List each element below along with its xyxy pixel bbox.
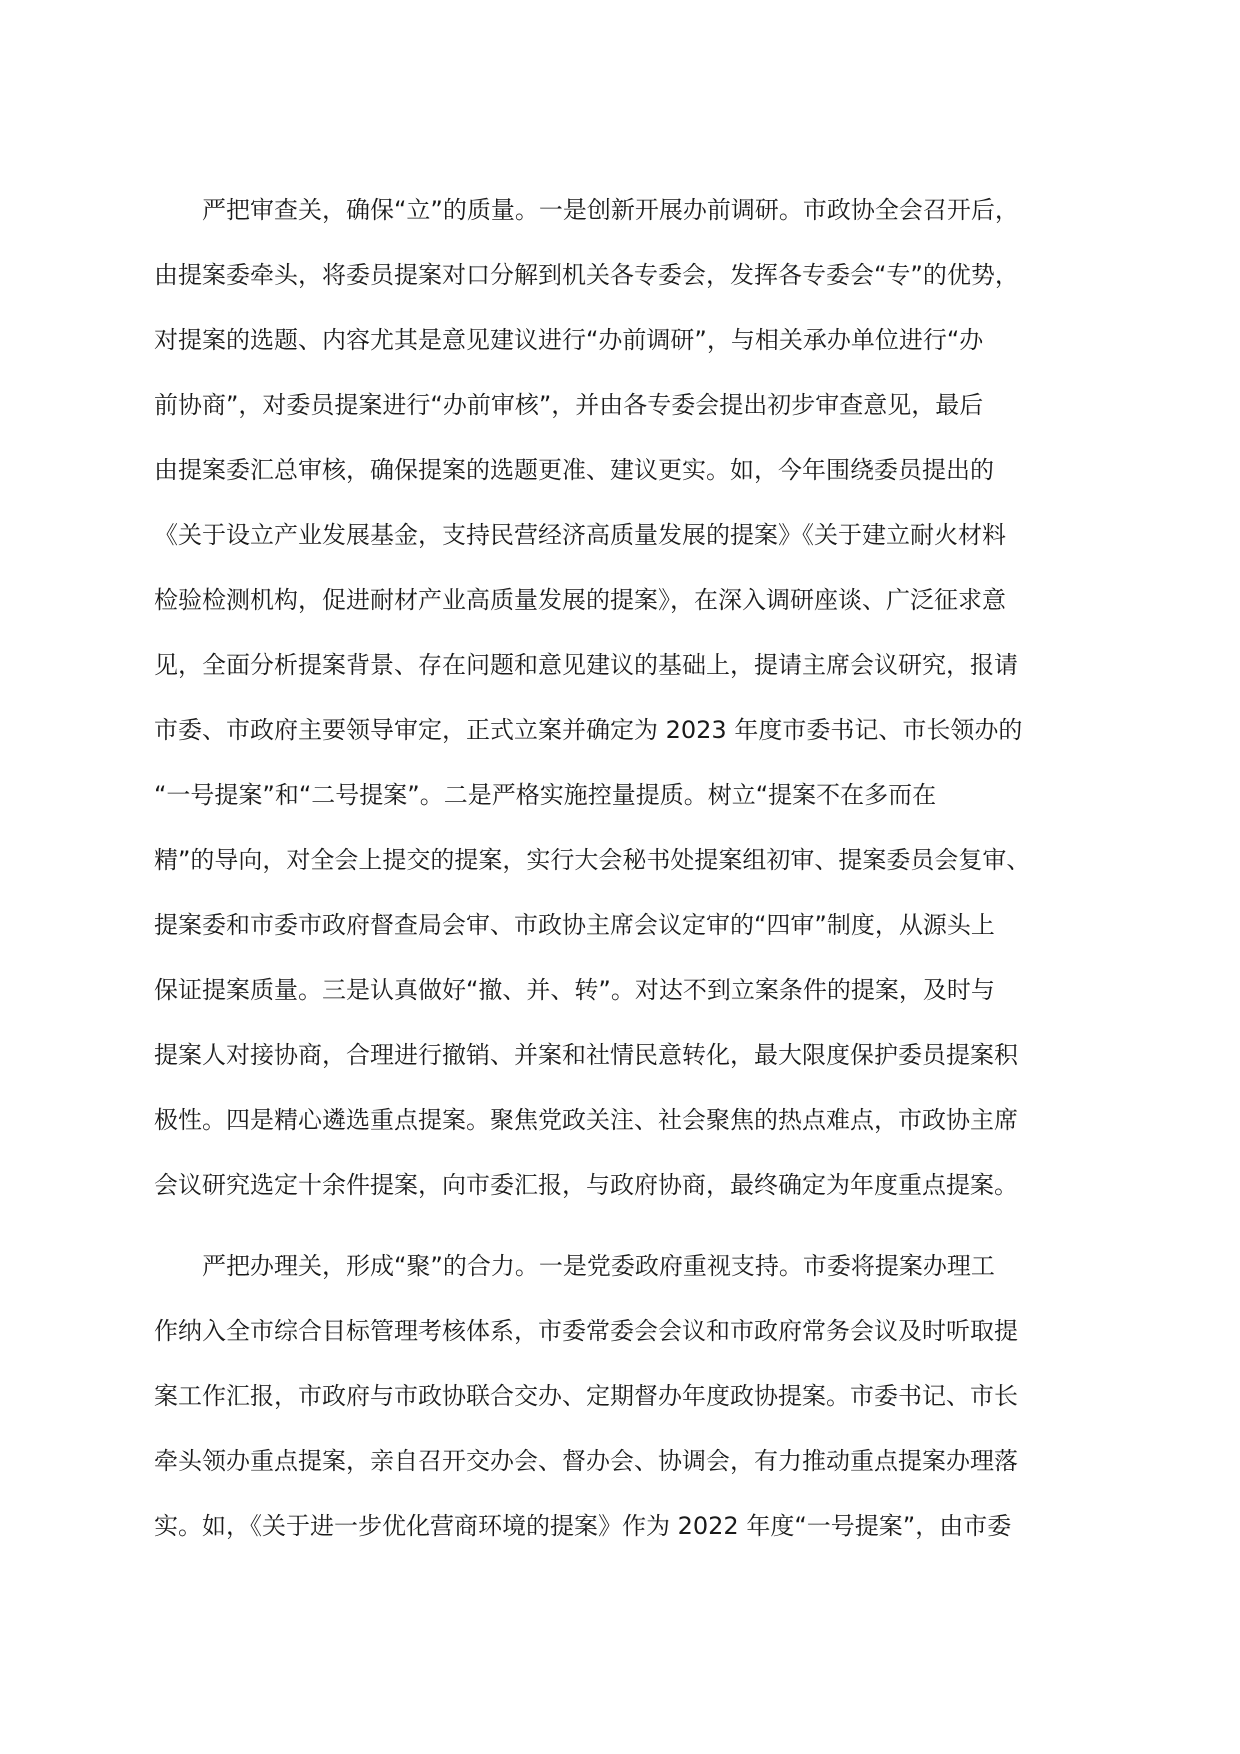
paragraph-review [154, 178, 1074, 1218]
text-line: 牵头领办重点提案，亲自召开交办会、督办会、协调会，有力推动重点提案办理落 [154, 1447, 1018, 1475]
text-line: 会议研究选定十余件提案，向市委汇报，与政府协商，最终确定为年度重点提案。 [154, 1171, 1018, 1199]
document-body [154, 178, 1074, 1559]
text-line: 见，全面分析提案背景、存在问题和意见建议的基础上，提请主席会议研究，报请 [154, 651, 1018, 679]
text-line: 保证提案质量。三是认真做好“撤、并、转”。对达不到立案条件的提案，及时与 [154, 976, 995, 1004]
text-line: 极性。四是精心遴选重点提案。聚焦党政关注、社会聚焦的热点难点，市政协主席 [154, 1106, 1018, 1134]
paragraph-gap [154, 1218, 1074, 1234]
text-line: 对提案的选题、内容尤其是意见建议进行“办前调研”，与相关承办单位进行“办 [154, 326, 984, 354]
text-line: 严把办理关，形成“聚”的合力。一是党委政府重视支持。市委将提案办理工 [154, 1252, 995, 1280]
text-line: 检验检测机构，促进耐材产业高质量发展的提案》，在深入调研座谈、广泛征求意 [154, 586, 1006, 614]
text-line: “一号提案”和“二号提案”。二是严格实施控量提质。树立“提案不在多而在 [154, 781, 937, 809]
text-line: 前协商”，对委员提案进行“办前审核”，并由各专委会提出初步审查意见，最后 [154, 391, 984, 419]
text-line: 由提案委牵头，将委员提案对口分解到机关各专委会，发挥各专委会“专”的优势， [154, 261, 1019, 289]
text-line: 由提案委汇总审核，确保提案的选题更准、建议更实。如，今年围绕委员提出的 [154, 456, 994, 484]
text-line: 精”的导向，对全会上提交的提案，实行大会秘书处提案组初审、提案委员会复审、 [154, 846, 1031, 874]
text-line: 市委、市政府主要领导审定，正式立案并确定为 2023 年度市委书记、市长领办的 [154, 716, 1023, 744]
text-line: 案工作汇报，市政府与市政协联合交办、定期督办年度政协提案。市委书记、市长 [154, 1382, 1018, 1410]
text-line: 《关于设立产业发展基金，支持民营经济高质量发展的提案》《关于建立耐火材料 [154, 521, 1006, 549]
text-line: 作纳入全市综合目标管理考核体系，市委常委会会议和市政府常务会议及时听取提 [154, 1317, 1018, 1345]
paragraph-handling [154, 1234, 1074, 1559]
text-line: 提案人对接协商，合理进行撤销、并案和社情民意转化，最大限度保护委员提案积 [154, 1041, 1018, 1069]
text-line: 提案委和市委市政府督查局会审、市政协主席会议定审的“四审”制度，从源头上 [154, 911, 995, 939]
text-line: 实。如，《关于进一步优化营商环境的提案》作为 2022 年度“一号提案”，由市委 [154, 1512, 1012, 1540]
text-line: 严把审查关，确保“立”的质量。一是创新开展办前调研。市政协全会召开后， [154, 196, 1019, 224]
